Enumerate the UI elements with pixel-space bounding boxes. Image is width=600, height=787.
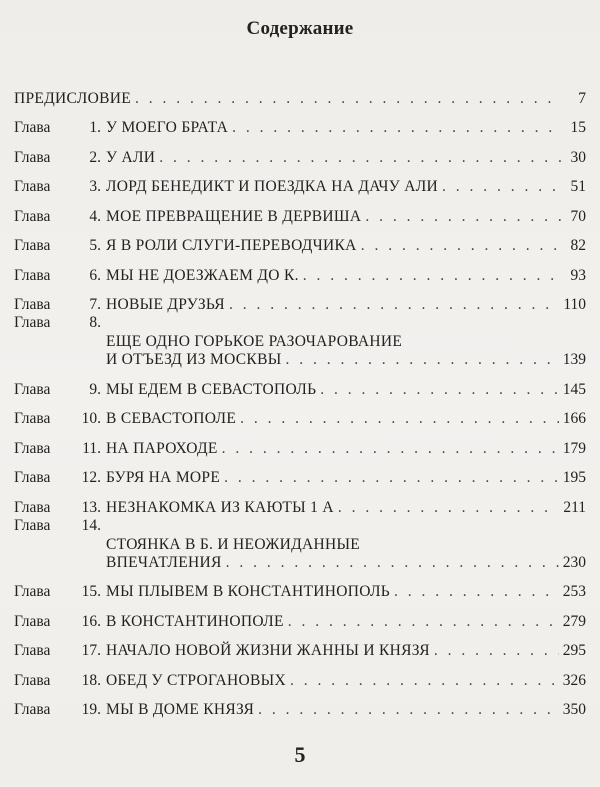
page-number: 179 — [562, 439, 586, 457]
page-number: 211 — [563, 498, 586, 516]
toc-entry-chapter[interactable] — [14, 369, 586, 399]
chapter-number: 2. — [89, 148, 101, 166]
chapter-label: Глава — [14, 237, 51, 254]
chapter-number: 1. — [89, 119, 101, 136]
dot-leader — [224, 469, 559, 487]
chapter-label: Глава — [14, 469, 51, 486]
entry-title: В СЕВАСТОПОЛЕ — [106, 410, 237, 427]
chapter-label: Глава — [14, 207, 51, 225]
chapter-label: Глава — [14, 314, 51, 331]
page-number: 93 — [570, 266, 586, 284]
chapter-number: 6. — [89, 266, 101, 284]
chapter-label: Глава — [14, 439, 51, 457]
chapter-label: Глава — [14, 671, 51, 689]
entry-title: МЫ В ДОМЕ КНЯЗЯ — [106, 701, 255, 718]
dot-leader — [258, 701, 559, 719]
chapter-label: Глава — [14, 410, 51, 427]
chapter-label: Глава — [14, 612, 51, 630]
entry-title: МЫ НЕ ДОЕЗЖАЕМ ДО К. — [106, 266, 299, 284]
entry-title: НА ПАРОХОДЕ — [106, 439, 218, 457]
page-number: 230 — [562, 553, 586, 571]
dot-leader — [286, 351, 559, 369]
dot-leader — [240, 410, 559, 428]
entry-title: МЫ ЕДЕМ В СЕВАСТОПОЛЬ — [106, 380, 317, 398]
dot-leader — [229, 296, 559, 314]
chapter-label: Глава — [14, 583, 51, 600]
chapter-number: 16. — [81, 612, 101, 630]
page-number: 279 — [562, 612, 586, 630]
page-number: 350 — [562, 701, 586, 718]
chapter-label: Глава — [14, 380, 51, 398]
chapter-number: 5. — [89, 237, 101, 254]
chapter-list — [14, 108, 586, 720]
toc-entry-chapter[interactable] — [14, 285, 586, 315]
chapter-number: 10. — [81, 410, 101, 427]
dot-leader — [135, 90, 562, 108]
chapter-label: Глава — [14, 516, 51, 534]
dot-leader — [159, 149, 562, 167]
dot-leader — [320, 381, 558, 399]
dot-leader — [394, 583, 559, 601]
page-number: 253 — [562, 583, 586, 600]
toc-entry-chapter[interactable] — [14, 601, 586, 631]
page-number: 295 — [562, 642, 586, 659]
chapter-number: 7. — [89, 296, 101, 313]
toc-entry-chapter[interactable] — [14, 660, 586, 690]
chapter-number: 11. — [82, 439, 101, 457]
entry-title: У МОЕГО БРАТА — [106, 119, 229, 136]
chapter-number: 3. — [89, 178, 101, 195]
dot-leader — [338, 499, 559, 517]
entry-title: НАЧАЛО НОВОЙ ЖИЗНИ ЖАННЫ И КНЯЗЯ — [106, 642, 430, 659]
page-number: 15 — [570, 119, 586, 136]
entry-title-line: СТОЯНКА В Б. И НЕОЖИДАННЫЕ — [106, 535, 361, 553]
chapter-number: 15. — [81, 583, 101, 600]
page-number: 110 — [563, 296, 586, 313]
entry-title: В КОНСТАНТИНОПОЛЕ — [106, 612, 284, 630]
toc-entry-chapter[interactable] — [14, 167, 586, 197]
toc-entry-chapter[interactable] — [14, 196, 586, 226]
dot-leader — [434, 642, 559, 660]
page-number: 195 — [562, 469, 586, 486]
entry-title: НЕЗНАКОМКА ИЗ КАЮТЫ 1 А — [106, 498, 334, 516]
page-number: 7 — [578, 89, 586, 107]
chapter-number: 17. — [81, 642, 101, 659]
entry-title: МЫ ПЛЫВЕМ В КОНСТАНТИНОПОЛЬ — [106, 583, 391, 600]
page-title: Содержание — [246, 18, 354, 39]
entry-title: ЛОРД БЕНЕДИКТ И ПОЕЗДКА НА ДАЧУ АЛИ — [106, 178, 438, 195]
entry-title: У АЛИ — [106, 148, 156, 166]
entry-title: ПРЕДИСЛОВИЕ — [14, 89, 132, 107]
chapter-label: Глава — [14, 642, 51, 659]
chapter-label: Глава — [14, 178, 51, 195]
chapter-number: 4. — [89, 207, 101, 225]
toc-entry-chapter[interactable] — [14, 458, 586, 488]
chapter-number: 12. — [81, 469, 101, 486]
toc-entry-chapter[interactable] — [14, 108, 586, 138]
dot-leader — [365, 208, 562, 226]
chapter-label: Глава — [14, 498, 51, 516]
chapter-number: 9. — [89, 380, 101, 398]
entry-title: И ОТЪЕЗД ИЗ МОСКВЫ — [106, 351, 282, 368]
toc-entry-chapter[interactable] — [14, 572, 586, 602]
chapter-label: Глава — [14, 119, 51, 136]
chapter-number: 14. — [81, 516, 101, 534]
page-number: 30 — [570, 148, 586, 166]
chapter-number: 19. — [81, 701, 101, 718]
folio-page-number: 5 — [294, 742, 306, 767]
page-number: 51 — [570, 178, 586, 195]
chapter-label: Глава — [14, 266, 51, 284]
toc-entry-chapter[interactable] — [14, 487, 586, 517]
chapter-number: 18. — [81, 671, 101, 689]
toc-entry-chapter[interactable] — [14, 399, 586, 429]
page-number: 70 — [570, 207, 586, 225]
toc-entry-preface[interactable] — [14, 78, 586, 108]
dot-leader — [232, 119, 562, 137]
table-of-contents — [14, 78, 586, 719]
dot-leader — [226, 554, 559, 572]
page-number: 82 — [570, 237, 586, 254]
page-number: 139 — [562, 351, 586, 368]
entry-title: МОЕ ПРЕВРАЩЕНИЕ В ДЕРВИША — [106, 207, 362, 225]
entry-title-line: ЕЩЕ ОДНО ГОРЬКОЕ РАЗОЧАРОВАНИЕ — [106, 333, 403, 350]
dot-leader — [222, 440, 559, 458]
toc-entry-chapter[interactable] — [14, 226, 586, 256]
toc-entry-chapter[interactable] — [14, 428, 586, 458]
entry-title: ОБЕД У СТРОГАНОВЫХ — [106, 671, 286, 689]
entry-title: БУРЯ НА МОРЕ — [106, 469, 221, 486]
toc-entry-chapter[interactable] — [14, 255, 586, 285]
dot-leader — [361, 237, 562, 255]
entry-title: Я В РОЛИ СЛУГИ-ПЕРЕВОДЧИКА — [106, 237, 357, 254]
toc-entry-chapter[interactable] — [14, 314, 586, 369]
entry-title: ВПЕЧАТЛЕНИЯ — [106, 553, 222, 571]
page-number: 166 — [562, 410, 586, 427]
chapter-label: Глава — [14, 296, 51, 313]
dot-leader — [290, 672, 559, 690]
toc-entry-chapter[interactable] — [14, 137, 586, 167]
chapter-number: 13. — [81, 498, 101, 516]
dot-leader — [442, 178, 562, 196]
page-number: 145 — [562, 380, 586, 398]
dot-leader — [288, 613, 559, 631]
chapter-number: 8. — [89, 314, 101, 331]
page-number: 326 — [562, 671, 586, 689]
toc-entry-chapter[interactable] — [14, 631, 586, 661]
toc-entry-chapter[interactable] — [14, 517, 586, 572]
dot-leader — [303, 267, 562, 285]
chapter-label: Глава — [14, 701, 51, 718]
entry-title: НОВЫЕ ДРУЗЬЯ — [106, 296, 225, 313]
toc-entry-chapter[interactable] — [14, 690, 586, 720]
chapter-label: Глава — [14, 148, 51, 166]
